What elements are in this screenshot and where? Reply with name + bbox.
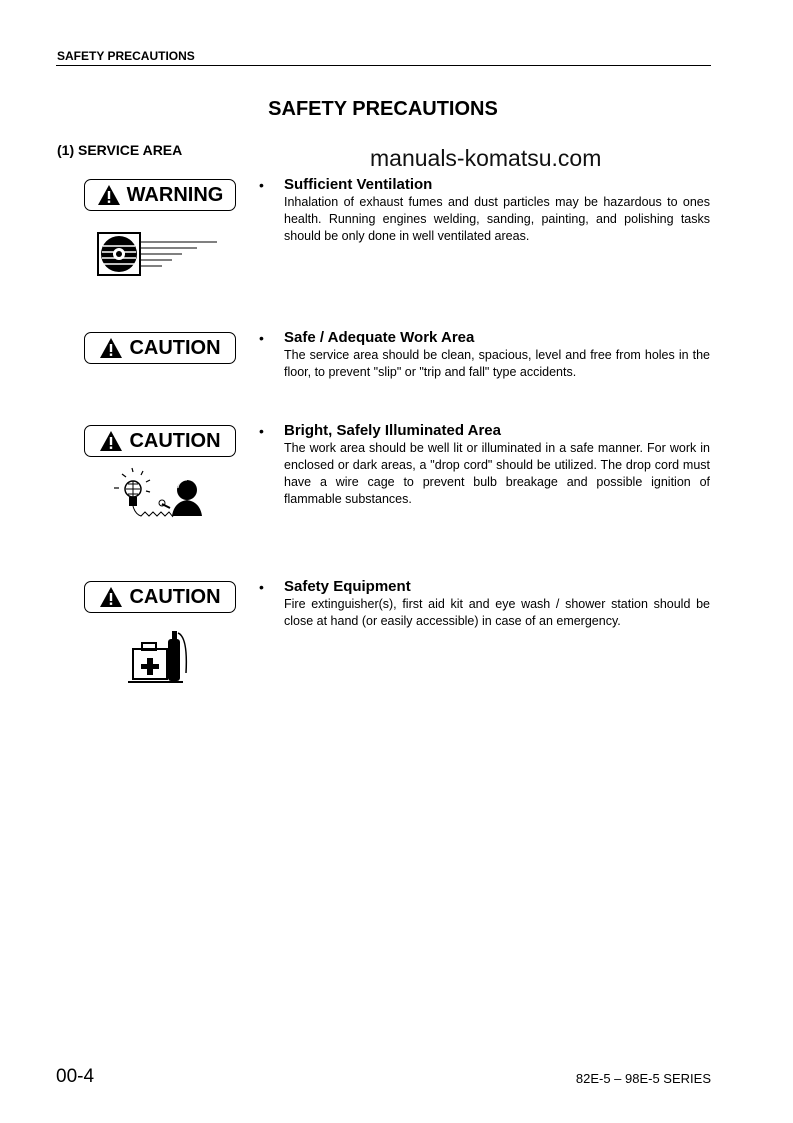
bullet: • xyxy=(259,423,264,439)
section-heading: Safe / Adequate Work Area xyxy=(284,329,475,346)
warning-triangle-icon xyxy=(99,430,123,452)
section-body: Fire extinguisher(s), first aid kit and eye wash / shower station should be close at hand (or easily accessible) in case of an emergency. xyxy=(284,597,710,628)
label-text: CAUTION xyxy=(129,336,221,359)
section-safety-equipment xyxy=(284,578,710,630)
bullet: • xyxy=(259,330,264,346)
label-text: CAUTION xyxy=(129,585,221,608)
header-rule xyxy=(56,65,711,66)
section-ventilation xyxy=(284,176,710,245)
section-heading: Safety Equipment xyxy=(284,578,411,595)
bullet: • xyxy=(259,177,264,193)
warning-triangle-icon xyxy=(99,586,123,608)
caution-label xyxy=(84,425,236,457)
label-text: CAUTION xyxy=(129,429,221,452)
bullet: • xyxy=(259,579,264,595)
section-subtitle: (1) SERVICE AREA xyxy=(57,142,183,158)
watermark: manuals-komatsu.com xyxy=(370,145,602,171)
warning-triangle-icon xyxy=(97,184,121,206)
warning-label xyxy=(84,179,236,211)
warning-triangle-icon xyxy=(99,337,123,359)
section-heading: Sufficient Ventilation xyxy=(284,176,433,193)
section-body: Inhalation of exhaust fumes and dust particles may be hazardous to ones health. Running engines welding, sanding, painting, and polishing tasks should be only done in well ventilated areas. xyxy=(284,195,710,243)
drop-light-icon xyxy=(112,466,208,528)
section-work-area xyxy=(284,329,710,381)
label-text: WARNING xyxy=(126,183,224,206)
section-body: The service area should be clean, spacious, level and free from holes in the floor, to prevent "slip" or "trip and fall" type accidents. xyxy=(284,348,710,379)
page-title: SAFETY PRECAUTIONS xyxy=(268,98,498,120)
fan-icon xyxy=(97,232,219,278)
series-label: 82E-5 – 98E-5 SERIES xyxy=(575,1071,711,1086)
section-heading: Bright, Safely Illuminated Area xyxy=(284,422,501,439)
page-number: 00-4 xyxy=(56,1066,95,1087)
first-aid-extinguisher-icon xyxy=(128,627,194,685)
caution-label xyxy=(84,332,236,364)
caution-label xyxy=(84,581,236,613)
running-header: SAFETY PRECAUTIONS xyxy=(57,49,195,63)
section-body: The work area should be well lit or illuminated in a safe manner. For work in enclosed or dark areas, a "drop cord" should be utilized. The drop cord must have a wire cage to prevent bulb breakage and possible ignition of flammable substances. xyxy=(284,441,710,506)
section-illumination xyxy=(284,422,710,508)
